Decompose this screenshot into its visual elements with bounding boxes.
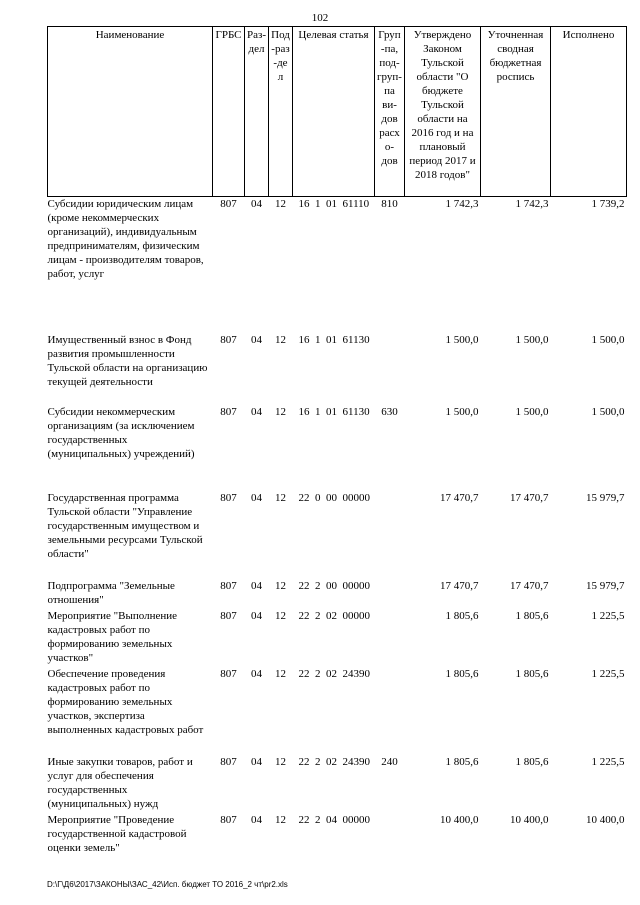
- row-utv: 1 805,6: [445, 667, 479, 680]
- row-utv: 1 805,6: [445, 609, 479, 622]
- row-csr: 22 2 00 00000: [298, 579, 370, 592]
- row-grup: [375, 609, 405, 667]
- row-grup: [375, 333, 405, 405]
- row-csr: 22 2 02 00000: [298, 609, 370, 622]
- table-row: [48, 333, 627, 405]
- table-row: [48, 813, 627, 857]
- row-csr: 16 1 01 61110: [298, 198, 370, 210]
- row-razdel: 04: [251, 813, 262, 826]
- row-razdel: 04: [251, 405, 262, 418]
- row-razdel: 04: [251, 609, 262, 622]
- row-isp: 1 739,2: [591, 198, 625, 210]
- row-podrazdel: 12: [275, 813, 286, 826]
- header-podrazdel: Под-раз-дел: [269, 27, 293, 197]
- table-row: [48, 405, 627, 491]
- row-name: Субсидии некоммерческим организациям (за исключением государственных (муниципальных) учреждений): [47, 405, 195, 460]
- row-utoch: 1 742,3: [515, 198, 549, 210]
- row-grbs: 807: [220, 491, 237, 504]
- row-podrazdel: 12: [275, 491, 286, 504]
- row-utv: 1 742,3: [445, 198, 479, 210]
- row-grbs: 807: [220, 405, 237, 418]
- row-utoch: 1 805,6: [515, 755, 549, 768]
- row-razdel: 04: [251, 667, 262, 680]
- row-podrazdel: 12: [275, 579, 286, 592]
- row-name: Иные закупки товаров, работ и услуг для обеспечения государственных (муниципальных) нужд: [47, 755, 193, 810]
- header-row: [48, 27, 627, 197]
- row-name: Обеспечение проведения кадастровых работ по формированию земельных участков, экспертиза выполненных кадастровых работ: [47, 667, 204, 736]
- header-name: Наименование: [48, 27, 213, 197]
- row-csr: 22 2 02 24390: [298, 755, 370, 768]
- row-grbs: 807: [220, 755, 237, 768]
- row-name: Имущественный взнос в Фонд развития промышленности Тульской области на организацию текущей деятельности: [47, 333, 208, 388]
- table-row: [48, 609, 627, 667]
- row-name: Мероприятие "Выполнение кадастровых работ по формированию земельных участков": [47, 609, 178, 664]
- row-grup: 240: [381, 755, 398, 768]
- row-utoch: 1 500,0: [515, 333, 549, 346]
- row-podrazdel: 12: [275, 755, 286, 768]
- row-podrazdel: 12: [275, 198, 286, 210]
- row-isp: 1 225,5: [591, 755, 625, 768]
- row-grbs: 807: [220, 198, 237, 210]
- row-utoch: 17 470,7: [510, 491, 549, 504]
- row-utoch: 17 470,7: [510, 579, 549, 592]
- header-utverzhdeno: Утверждено Законом Тульской области "О бюджете Тульской области на 2016 год и на плановый период 2017 и 2018 годов": [405, 27, 481, 197]
- page-number: 102: [311, 12, 329, 24]
- row-isp: 1 500,0: [591, 405, 625, 418]
- header-cel-statya: Целевая статья: [293, 27, 375, 197]
- header-gruppa: Груп-па, под-груп-па ви-дов расхо-дов: [375, 27, 405, 197]
- row-podrazdel: 12: [275, 333, 286, 346]
- row-utv: 1 500,0: [445, 333, 479, 346]
- table-row: [48, 197, 627, 333]
- row-utv: 1 500,0: [445, 405, 479, 418]
- row-isp: 15 979,7: [586, 579, 625, 592]
- row-grbs: 807: [220, 333, 237, 346]
- row-isp: 10 400,0: [586, 813, 625, 826]
- budget-table: [47, 26, 627, 857]
- table-row: [48, 667, 627, 755]
- row-razdel: 04: [251, 579, 262, 592]
- row-grup: 630: [381, 405, 398, 418]
- row-grbs: 807: [220, 667, 237, 680]
- row-podrazdel: 12: [275, 405, 286, 418]
- row-utoch: 1 805,6: [515, 609, 549, 622]
- row-grup: [375, 813, 405, 857]
- row-grup: 810: [381, 198, 398, 210]
- table-row: [48, 491, 627, 579]
- row-utoch: 1 805,6: [515, 667, 549, 680]
- row-csr: 22 0 00 00000: [298, 491, 370, 504]
- row-razdel: 04: [251, 198, 262, 210]
- row-grup: [375, 491, 405, 579]
- row-name: Государственная программа Тульской области "Управление государственным имуществом и земельными ресурсами Тульской области": [47, 491, 203, 560]
- row-podrazdel: 12: [275, 609, 286, 622]
- row-grup: [375, 667, 405, 755]
- header-grbs: ГРБС: [213, 27, 245, 197]
- row-isp: 1 225,5: [591, 609, 625, 622]
- row-utv: 17 470,7: [440, 491, 479, 504]
- header-razdel: Раз-дел: [245, 27, 269, 197]
- row-razdel: 04: [251, 491, 262, 504]
- row-grbs: 807: [220, 579, 237, 592]
- row-utoch: 10 400,0: [510, 813, 549, 826]
- table-row: [48, 755, 627, 813]
- footer-file-path: D:\Г\Д6\2017\ЗАКОНЫ\ЗАС_42\Исп. бюджет ТО 2016_2 чт\pr2.xls: [47, 880, 288, 889]
- row-name: Мероприятие "Проведение государственной кадастровой оценки земель": [47, 813, 187, 854]
- row-name: Подпрограмма "Земельные отношения": [47, 579, 175, 606]
- row-csr: 22 2 02 24390: [298, 667, 370, 680]
- row-isp: 15 979,7: [586, 491, 625, 504]
- row-razdel: 04: [251, 333, 262, 346]
- row-grup: [375, 579, 405, 609]
- row-grbs: 807: [220, 609, 237, 622]
- row-utv: 17 470,7: [440, 579, 479, 592]
- row-isp: 1 500,0: [591, 333, 625, 346]
- row-isp: 1 225,5: [591, 667, 625, 680]
- row-csr: 16 1 01 61130: [298, 405, 370, 418]
- row-podrazdel: 12: [275, 667, 286, 680]
- row-name: Субсидии юридическим лицам (кроме некоммерческих организаций), индивидуальным предпринимателям, физическим лицам - производителям товаров, работ, услуг: [47, 198, 204, 280]
- row-csr: 16 1 01 61130: [298, 333, 370, 346]
- row-razdel: 04: [251, 755, 262, 768]
- row-utv: 1 805,6: [445, 755, 479, 768]
- row-grbs: 807: [220, 813, 237, 826]
- row-utoch: 1 500,0: [515, 405, 549, 418]
- header-ispolneno: Исполнено: [551, 27, 627, 197]
- table-row: [48, 579, 627, 609]
- header-utochnennaya: Уточненная сводная бюджетная роспись: [481, 27, 551, 197]
- row-utv: 10 400,0: [440, 813, 479, 826]
- row-csr: 22 2 04 00000: [298, 813, 370, 826]
